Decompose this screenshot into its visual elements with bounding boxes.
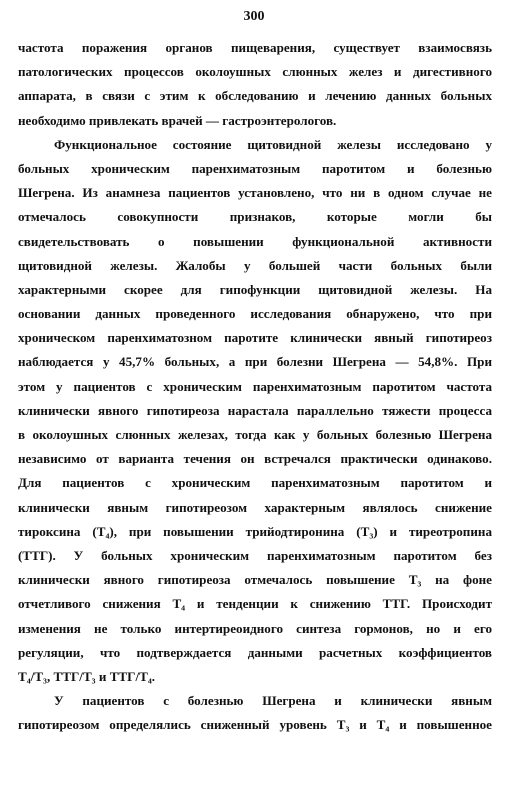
text-line: Функциональное состояние щитовидной железы исследовано у <box>54 136 492 152</box>
text-line: основании данных проведенного исследования обнаружено, что при <box>18 306 492 322</box>
text-line: отчетливого снижения T₄ и тенденции к снижению ТТГ. Происходит <box>18 596 492 612</box>
text-line: клинически явного гипотиреоза отмечалось повышение T₃ на фоне <box>18 572 492 588</box>
text-line: аппарата, в связи с этим к обследованию и лечению данных больных <box>18 88 492 104</box>
text-line: У пациентов с болезнью Шегрена и клинически явным <box>54 693 492 709</box>
text-line: частота поражения органов пищеварения, существует взаимосвязь <box>18 40 492 55</box>
text-line: T₄/T₃, ТТГ/T₃ и ТТГ/T₄. <box>18 668 156 684</box>
text-line: клинически явного гипотиреоза нарастала параллельно тяжести процесса <box>18 402 492 418</box>
text-line: клинически явным гипотиреозом характерным являлось снижение <box>18 499 492 515</box>
text-line: хроническом паренхиматозном паротите клинически явный гипотиреоз <box>18 330 492 346</box>
text-line: Для пациентов с хроническим паренхиматозным паротитом и <box>18 475 492 491</box>
body-text <box>18 36 492 737</box>
text-line: этом у пациентов с хроническим паренхиматозным паротитом частота <box>18 378 492 394</box>
text-line: тироксина (T₄), при повышении трийодтиронина (T₃) и тиреотропина <box>18 523 492 539</box>
text-line: регуляции, что подтверждается данными расчетных коэффициентов <box>18 644 492 660</box>
text-line: в околоушных слюнных железах, тогда как у больных болезнью Шегрена <box>18 427 492 442</box>
text-line: отмечалось совокупности признаков, которые могли бы <box>18 209 492 225</box>
text-line: (ТТГ). У больных хроническим паренхиматозным паротитом без <box>18 547 492 563</box>
text-line: больных хроническим паренхиматозным паротитом и болезнью <box>18 160 492 176</box>
text-line: независимо от варианта течения он встречался практически одинаково. <box>18 451 492 467</box>
text-line: щитовидной железы. Жалобы у большей части больных были <box>18 257 492 273</box>
text-line: гипотиреозом определялись сниженный уровень T₃ и T₄ и повышенное <box>18 717 492 733</box>
text-line: свидетельствовать о повышении функциональной активности <box>18 233 492 249</box>
text-line: патологических процессов околоушных слюнных желез и дигестивного <box>18 64 492 80</box>
text-line: Шегрена. Из анамнеза пациентов установлено, что ни в одном случае не <box>18 185 492 201</box>
text-line: необходимо привлекать врачей — гастроэнтерологов. <box>18 112 337 128</box>
text-line: изменения не только интертиреоидного синтеза гормонов, но и его <box>18 620 492 636</box>
text-line: наблюдается у 45,7% больных, а при болезни Шегрена — 54,8%. При <box>18 354 492 370</box>
text-line: характерными скорее для гипофункции щитовидной железы. На <box>18 281 492 297</box>
page-number: 300 <box>243 9 265 24</box>
